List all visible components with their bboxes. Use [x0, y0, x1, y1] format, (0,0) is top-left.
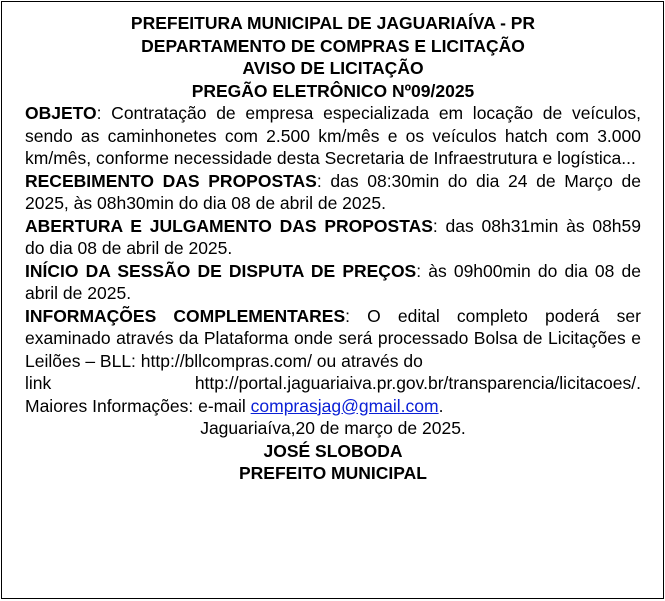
- abertura-text: : das 08h31min às 08h59 do dia 08 de abril de 2025.: [25, 215, 641, 258]
- department-title: DEPARTAMENTO DE COMPRAS E LICITAÇÃO: [141, 35, 525, 56]
- abertura-paragraph: [25, 215, 641, 260]
- notice-header: [25, 12, 641, 102]
- informacoes-paragraph: [25, 305, 641, 373]
- inicio-paragraph: [25, 260, 641, 305]
- email-link[interactable]: comprasjag@gmail.com: [250, 395, 439, 416]
- auction-number-title: PREGÃO ELETRÔNICO Nº09/2025: [191, 80, 475, 101]
- inicio-label: INÍCIO DA SESSÃO DE DISPUTA DE PREÇOS: [25, 260, 417, 281]
- signer-title: PREFEITO MUNICIPAL: [239, 463, 427, 483]
- link-word: link: [25, 373, 52, 393]
- recebimento-paragraph: [25, 170, 641, 215]
- abertura-label: ABERTURA E JULGAMENTO DAS PROPOSTAS: [25, 215, 433, 236]
- notice-type-title: AVISO DE LICITAÇÃO: [242, 58, 424, 78]
- informacoes-label: INFORMAÇÕES COMPLEMENTARES: [25, 305, 346, 326]
- email-prefix: Maiores Informações: e-mail: [25, 395, 251, 416]
- place-date: Jaguariaíva,20 de março de 2025.: [200, 418, 466, 438]
- portal-link-line: [25, 372, 641, 395]
- recebimento-text: : das 08:30min do dia 24 de Março de 2025, às 08h30min do dia 08 de abril de 2025.: [25, 170, 641, 213]
- licitation-notice: [1, 1, 664, 599]
- signer-name: JOSÉ SLOBODA: [263, 440, 403, 461]
- objeto-text: : Contratação de empresa especializada em locação de veículos, sendo as caminhonetes com 2.500 km/mês e os veículos hatch com 3.000 km/mês, conforme necessidade desta Secretaria de Infraestrutura e logística...: [25, 103, 641, 168]
- portal-url[interactable]: http://portal.jaguariaiva.pr.gov.br/transparencia/licitacoes/.: [194, 373, 641, 393]
- inicio-text: : às 09h00min do dia 08 de abril de 2025.: [25, 260, 641, 303]
- objeto-paragraph: [25, 102, 641, 170]
- informacoes-text: : O edital completo poderá ser examinado através da Plataforma onde será processado Bolsa de Licitações e Leilões – BLL: http://bllcompras.com/ ou através do: [25, 305, 641, 371]
- recebimento-label: RECEBIMENTO DAS PROPOSTAS: [25, 170, 317, 191]
- email-suffix: .: [438, 395, 444, 416]
- email-line: [25, 395, 641, 418]
- municipality-title: PREFEITURA MUNICIPAL DE JAGUARIAÍVA - PR: [130, 13, 536, 33]
- objeto-label: OBJETO: [25, 103, 97, 123]
